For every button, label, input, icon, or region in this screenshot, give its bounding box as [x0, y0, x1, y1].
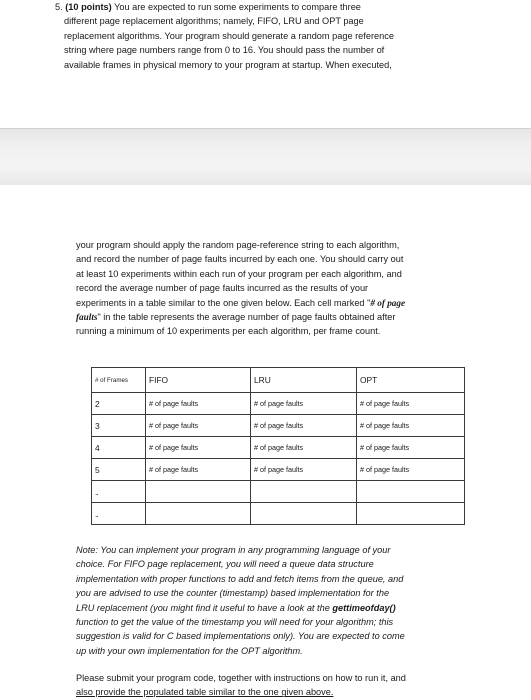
lru-cell: # of page faults: [251, 459, 357, 481]
header-frames: # of Frames: [92, 368, 146, 393]
body-line-4: record the average number of page faults incurred as the results of your: [76, 283, 369, 294]
note-line-4: you are advised to use the counter (timestamp) based implementation for the: [76, 588, 390, 599]
body-line-6-text: " in the table represents the average number of page faults obtained after: [97, 312, 396, 323]
page-break-gap: [0, 128, 531, 186]
lru-cell: # of page faults: [251, 437, 357, 459]
note-line-2: choice. For FIFO page replacement, you will need a queue data structure: [76, 559, 374, 570]
lru-cell: [251, 481, 357, 503]
gettimeofday-function: gettimeofday(): [332, 602, 396, 613]
question-text: You are expected to run some experiments to compare three: [114, 2, 361, 12]
fifo-cell: [146, 503, 251, 525]
frame-count-cell: 4: [92, 437, 146, 459]
question-line-4: string where page numbers range from 0 to 16. You should pass the number of: [64, 45, 385, 56]
question-line-3: replacement algorithms. Your program should generate a random page reference: [64, 30, 394, 41]
question-number: 5.: [55, 2, 63, 12]
table-row: [92, 481, 465, 503]
frame-count-cell: 2: [92, 393, 146, 415]
submit-line-1: Please submit your program code, together with instructions on how to run it, and: [76, 673, 406, 683]
emphasis-page-faults: # of page: [370, 297, 406, 308]
question-line-1: [55, 0, 466, 14]
opt-cell: # of page faults: [357, 459, 465, 481]
opt-cell: [357, 503, 465, 525]
note-line-6: function to get the value of the timestamp you will need for your algorithm; this: [76, 617, 394, 628]
frame-count-cell: 5: [92, 459, 146, 481]
table-row: [92, 415, 465, 437]
body-line-5: [76, 296, 466, 310]
note-line-7: suggestion is valid for C based implementations only). You are expected to come: [76, 631, 405, 642]
note-line-3: implementation with proper functions to add and fetch items from the queue, and: [76, 573, 404, 584]
opt-cell: # of page faults: [357, 393, 465, 415]
submit-paragraph: [76, 671, 466, 700]
opt-cell: # of page faults: [357, 437, 465, 459]
body-line-7: running a minimum of 10 experiments per each algorithm, per frame count.: [76, 326, 381, 337]
emphasis-faults: faults: [76, 312, 98, 323]
results-table: [91, 367, 465, 525]
note-paragraph: [76, 543, 468, 658]
body-line-1: your program should apply the random page-reference string to each algorithm,: [76, 240, 400, 250]
submit-line-2: also provide the populated table similar to the one given above.: [76, 687, 334, 698]
frame-count-cell: ..: [92, 481, 146, 503]
frame-count-cell: ..: [92, 503, 146, 525]
note-line-5-text: LRU replacement (you might find it useful to have a look at the: [76, 602, 333, 613]
fifo-cell: # of page faults: [146, 437, 251, 459]
opt-cell: [357, 481, 465, 503]
note-line-8: up with your own implementation for the OPT algorithm.: [76, 645, 303, 656]
lru-cell: [251, 503, 357, 525]
question-points: (10 points): [65, 2, 112, 12]
table-row: [92, 393, 465, 415]
fifo-cell: # of page faults: [146, 393, 251, 415]
body-paragraph: [76, 238, 466, 339]
body-line-5-text: experiments in a table similar to the one given below. Each cell marked ": [76, 297, 371, 308]
header-fifo: FIFO: [146, 368, 251, 393]
note-line-5: [76, 601, 468, 615]
question-paragraph: [55, 0, 466, 72]
fifo-cell: [146, 481, 251, 503]
frame-count-cell: 3: [92, 415, 146, 437]
note-line-1: Note: You can implement your program in any programming language of your: [76, 545, 391, 555]
opt-cell: # of page faults: [357, 415, 465, 437]
lru-cell: # of page faults: [251, 415, 357, 437]
question-line-5: available frames in physical memory to your program at startup. When executed,: [64, 59, 392, 70]
body-line-6: [76, 310, 466, 324]
table-row: [92, 459, 465, 481]
body-line-2: and record the number of page faults incurred by each one. You should carry out: [76, 254, 404, 265]
header-opt: OPT: [357, 368, 465, 393]
body-line-3: at least 10 experiments within each run of your program per each algorithm, and: [76, 268, 402, 279]
table-header-row: [92, 368, 465, 393]
fifo-cell: # of page faults: [146, 459, 251, 481]
question-line-2: different page replacement algorithms; namely, FIFO, LRU and OPT page: [64, 16, 364, 27]
table-row: [92, 437, 465, 459]
fifo-cell: # of page faults: [146, 415, 251, 437]
page-top: [0, 0, 531, 128]
header-lru: LRU: [251, 368, 357, 393]
lru-cell: # of page faults: [251, 393, 357, 415]
table-row: [92, 503, 465, 525]
